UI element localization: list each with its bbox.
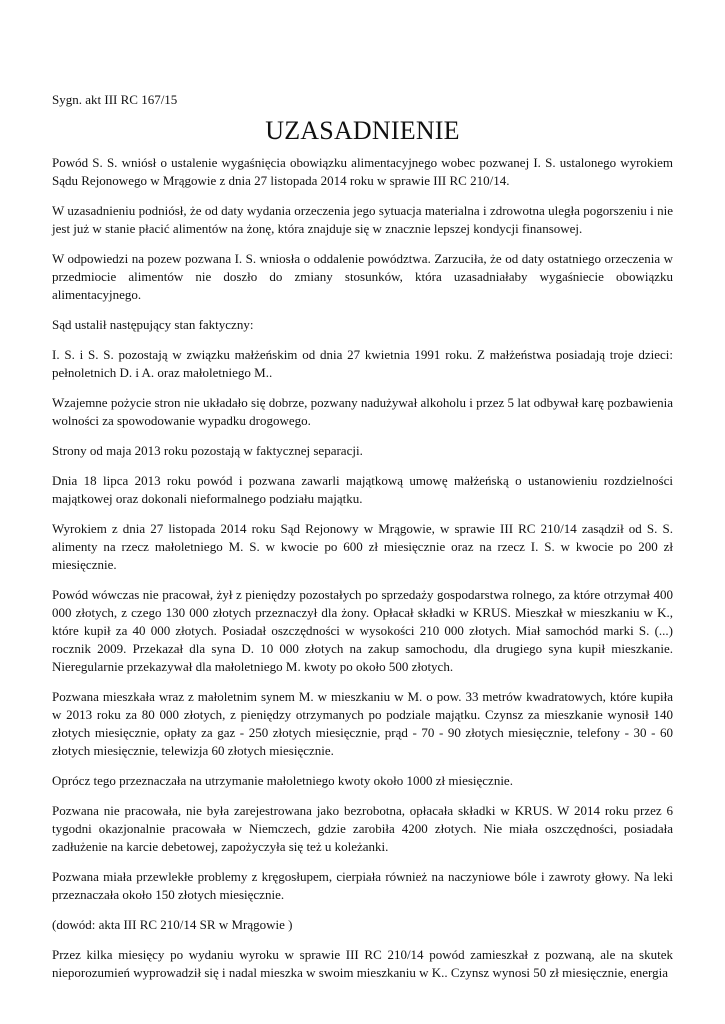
paragraph: Pozwana mieszkała wraz z małoletnim synem M. w mieszkaniu w M. o pow. 33 metrów kwadratowych, które kupiła w 2013 roku za 80 000 złotych, z pieniędzy otrzymanych po podziale majątku. Czynsz za mieszkanie wynosił 140 złotych miesięcznie, opłaty za gaz - 250 złotych miesięcznie, prąd - 70 - 90 złotych miesięcznie, telefony - 30 - 60 złotych miesięcznie, telewizja 60 złotych miesięcznie.	[52, 689, 673, 758]
paragraph: Pozwana miała przewlekłe problemy z kręgosłupem, cierpiała również na naczyniowe bóle i zawroty głowy. Na leki przeznaczała około 150 złotych miesięcznie.	[52, 869, 673, 902]
paragraph: I. S. i S. S. pozostają w związku małżeńskim od dnia 27 kwietnia 1991 roku. Z małżeństwa posiadają troje dzieci: pełnoletnich D. i A. oraz małoletniego M..	[52, 347, 673, 380]
paragraph: (dowód: akta III RC 210/14 SR w Mrągowie )	[52, 917, 293, 932]
paragraph: Oprócz tego przeznaczała na utrzymanie małoletniego kwoty około 1000 zł miesięcznie.	[52, 773, 513, 788]
paragraph: Wyrokiem z dnia 27 listopada 2014 roku Sąd Rejonowy w Mrągowie, w sprawie III RC 210/14 zasądził od S. S. alimenty na rzecz małoletniego M. S. w kwocie po 600 zł miesięcznie oraz na rzecz I. S. w kwocie po 200 zł miesięcznie.	[52, 521, 673, 572]
paragraph: W uzasadnieniu podniósł, że od daty wydania orzeczenia jego sytuacja materialna i zdrowotna uległa pogorszeniu i nie jest już w stanie płacić alimentów na żonę, która znajduje się w znacznie lepszej kondycji finansowej.	[52, 203, 673, 236]
paragraph: Strony od maja 2013 roku pozostają w faktycznej separacji.	[52, 443, 363, 458]
paragraph: Powód S. S. wniósł o ustalenie wygaśnięcia obowiązku alimentacyjnego wobec pozwanej I. S. ustalonego wyrokiem Sądu Rejonowego w Mrągowie z dnia 27 listopada 2014 roku w sprawie III RC 210/14.	[52, 155, 673, 188]
paragraph: Pozwana nie pracowała, nie była zarejestrowana jako bezrobotna, opłacała składki w KRUS. W 2014 roku przez 6 tygodni okazjonalnie pracowała w Niemczech, gdzie zarobiła 4200 złotych. Nie miała oszczędności, posiadała zadłużenie na karcie debetowej, zapożyczyła się też u koleżanki.	[52, 803, 673, 854]
document-title: UZASADNIENIE	[265, 116, 460, 145]
paragraph: W odpowiedzi na pozew pozwana I. S. wniosła o oddalenie powództwa. Zarzuciła, że od daty ostatniego orzeczenia w przedmiocie alimentów nie doszło do zmiany stosunków, która uzasadniałaby wygaśniecie obowiązku alimentacyjnego.	[52, 251, 673, 302]
paragraph: Powód wówczas nie pracował, żył z pieniędzy pozostałych po sprzedaży gospodarstwa rolnego, za które otrzymał 400 000 złotych, z czego 130 000 złotych przeznaczył dla żony. Opłacał składki w KRUS. Mieszkał w mieszkaniu w K., które kupił za 40 000 złotych. Posiadał oszczędności w wysokości 210 000 złotych. Miał samochód marki S. (...) rocznik 2009. Przekazał dla syna D. 10 000 złotych na zakup samochodu, dla drugiego syna kupił mieszkanie. Nieregularnie przekazywał dla małoletniego M. kwoty po około 500 złotych.	[52, 587, 673, 674]
case-signature: Sygn. akt III RC 167/15	[52, 92, 178, 107]
document-body	[52, 154, 673, 982]
paragraph: Wzajemne pożycie stron nie układało się dobrze, pozwany nadużywał alkoholu i przez 5 lat odbywał karę pozbawienia wolności za spowodowanie wypadku drogowego.	[52, 395, 673, 428]
paragraph: Sąd ustalił następujący stan faktyczny:	[52, 317, 254, 332]
paragraph: Przez kilka miesięcy po wydaniu wyroku w sprawie III RC 210/14 powód zamieszkał z pozwaną, ale na skutek nieporozumień wyprowadził się i nadal mieszka w swoim mieszkaniu w K.. Czynsz wynosi 50 zł miesięcznie, energia	[52, 947, 673, 980]
paragraph: Dnia 18 lipca 2013 roku powód i pozwana zawarli majątkową umowę małżeńską o ustanowieniu rozdzielności majątkowej oraz dokonali nieformalnego podziału majątku.	[52, 473, 673, 506]
